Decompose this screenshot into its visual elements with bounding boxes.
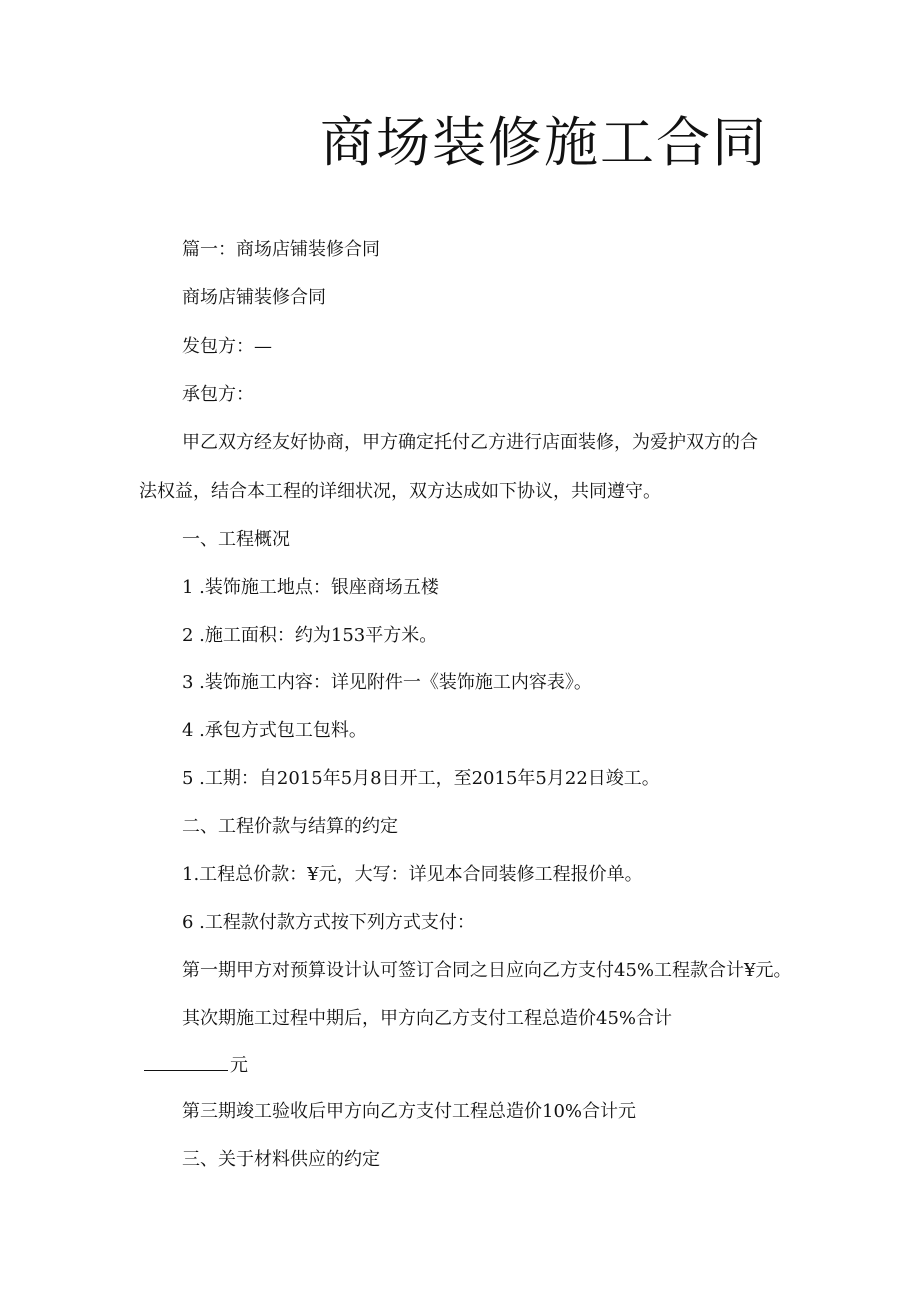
contractor-client-line: 发包方：—: [182, 336, 272, 357]
price-item-total: 1.工程总价款：¥元，大写：详见本合同装修工程报价单。: [182, 864, 643, 885]
overview-item-method: 4 .承包方式包工包料。: [182, 720, 367, 741]
overview-item-area: 2 .施工面积：约为153平方米。: [182, 625, 438, 646]
amount-blank-underline: [144, 1052, 228, 1071]
document-title: 商场装修施工合同: [320, 111, 768, 174]
section-heading-materials: 三、关于材料供应的约定: [182, 1149, 380, 1170]
overview-item-location: 1 .装饰施工地点：银座商场五楼: [182, 577, 439, 598]
section-heading-project-overview: 一、工程概况: [182, 529, 290, 550]
overview-item-content: 3 .装饰施工内容：详见附件一《装饰施工内容表》。: [182, 672, 592, 693]
intro-paragraph-line-2: 法权益，结合本工程的详细状况，双方达成如下协议，共同遵守。: [139, 481, 661, 502]
payment-phase-three: 第三期竣工验收后甲方向乙方支付工程总造价10%合计元: [182, 1101, 637, 1122]
intro-paragraph-line-1: 甲乙双方经友好协商，甲方确定托付乙方进行店面装修，为爱护双方的合: [182, 432, 758, 453]
section-heading-part-one: 篇一：商场店铺装修合同: [182, 239, 380, 260]
contract-subtitle: 商场店铺装修合同: [182, 287, 326, 308]
amount-unit: 元: [230, 1055, 248, 1076]
contractor-provider-line: 承包方：: [182, 384, 254, 405]
payment-phase-two: 其次期施工过程中期后，甲方向乙方支付工程总造价45%合计: [182, 1008, 673, 1029]
overview-item-schedule: 5 .工期：自2015年5月8日开工，至2015年5月22日竣工。: [182, 768, 660, 789]
payment-phase-two-amount: [144, 1052, 248, 1079]
section-heading-price-settlement: 二、工程价款与结算的约定: [182, 816, 398, 837]
payment-phase-one: 第一期甲方对预算设计认可签订合同之日应向乙方支付45%工程款合计¥元。: [182, 960, 792, 981]
price-item-payment-method: 6 .工程款付款方式按下列方式支付：: [182, 912, 475, 933]
